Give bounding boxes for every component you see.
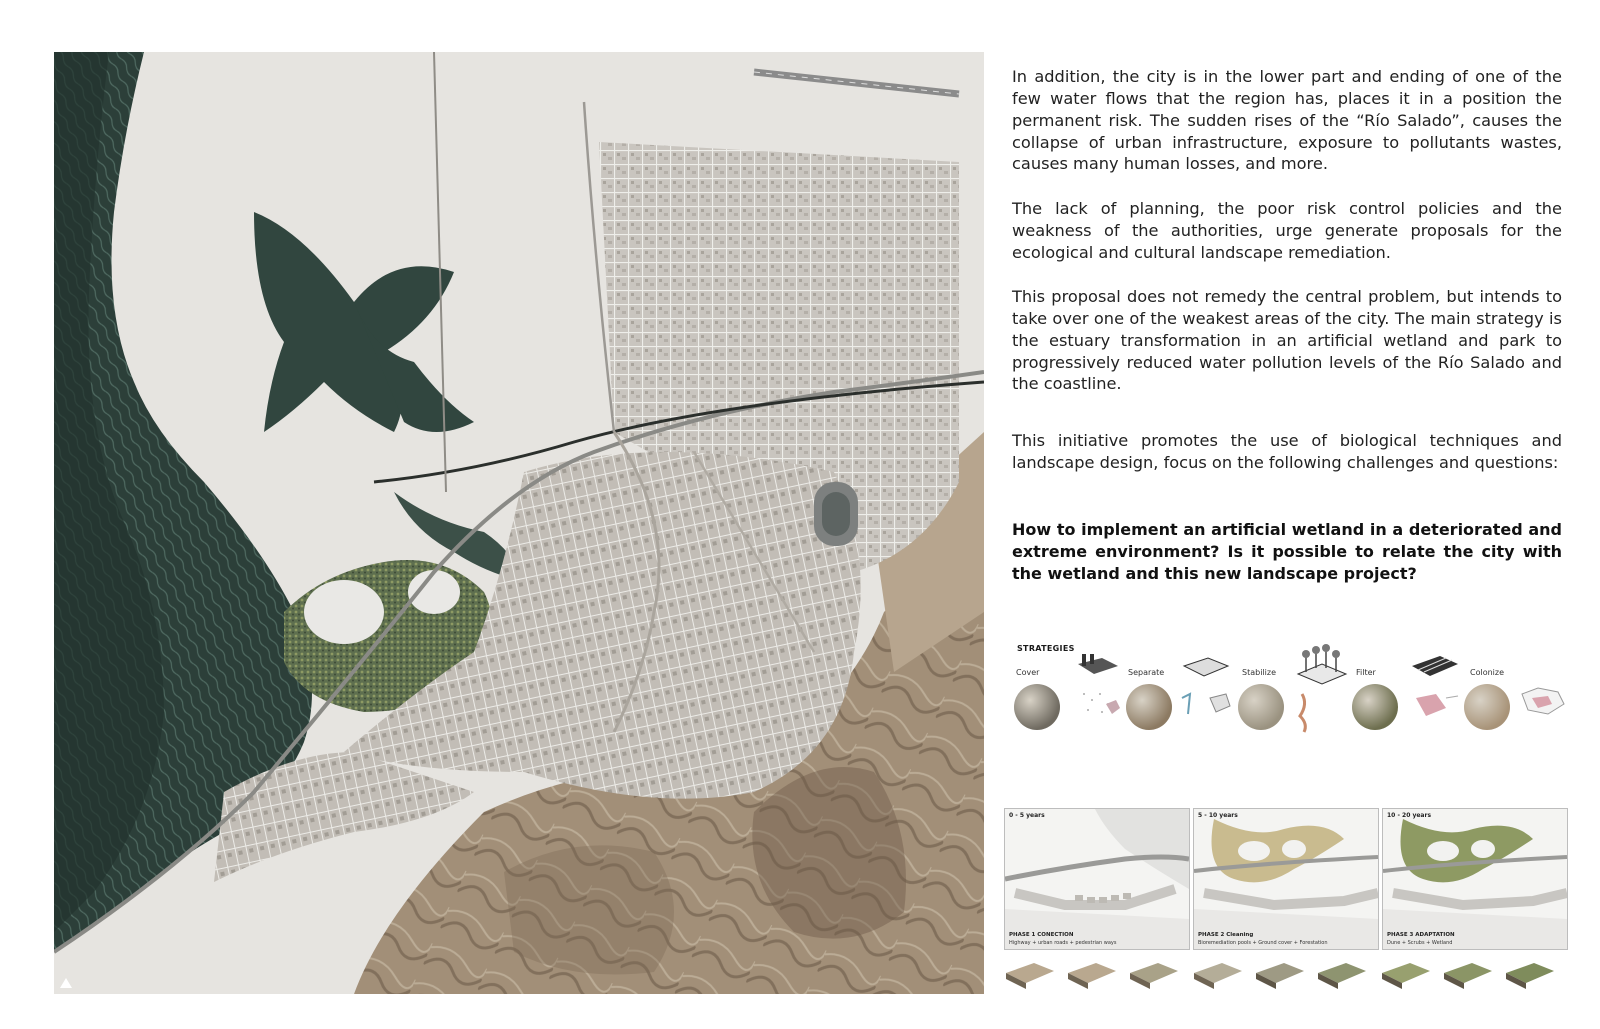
strategy-photo-filter [1352, 684, 1398, 730]
section-thumbnail [1256, 963, 1304, 989]
strategy-photo-cover [1014, 684, 1060, 730]
strategy-diagram-separate [1180, 654, 1236, 734]
phase-desc-1: Highway + urban roads + pedestrian ways [1009, 940, 1117, 946]
phase-title-1: PHASE 1 CONECTION [1009, 932, 1074, 938]
section-thumbnails [1004, 955, 1566, 993]
section-thumbnail [1130, 963, 1178, 989]
section-thumbnail [1318, 963, 1366, 989]
phase-title-3: PHASE 3 ADAPTATION [1387, 932, 1455, 938]
strategy-diagram-filter [1406, 654, 1462, 734]
strategy-diagram-cover [1072, 654, 1122, 734]
strategy-label-separate: Separate [1128, 668, 1165, 677]
research-question: How to implement an artificial wetland in a deteriorated and extreme environment? Is it possible to relate the city with the wetland and this new landscape project? [1012, 520, 1562, 583]
phase-panel-1 [1004, 808, 1190, 950]
strategy-label-cover: Cover [1016, 668, 1040, 677]
strategy-label-stabilize: Stabilize [1242, 668, 1276, 677]
phase-panel-3 [1382, 808, 1568, 950]
phase-years-1: 0 - 5 years [1009, 812, 1045, 819]
phase-years-3: 10 - 20 years [1387, 812, 1432, 819]
strategy-diagram-stabilize [1292, 644, 1352, 734]
section-thumbnail [1506, 963, 1554, 989]
strategies-diagram [1012, 640, 1572, 740]
strategy-photo-colonize [1464, 684, 1510, 730]
strategy-photo-stabilize [1238, 684, 1284, 730]
strategy-diagram-colonize [1518, 674, 1568, 734]
phase-years-2: 5 - 10 years [1198, 812, 1238, 819]
phases-diagram [1004, 808, 1566, 950]
text-paragraph-3: This proposal does not remedy the central problem, but intends to take over one of the weakest areas of the city. The main strategy is the estuary transformation in an artificial wetland and park to progressively reduced water pollution levels of the Río Salado and the coastline. [1012, 287, 1562, 394]
strategy-label-filter: Filter [1356, 668, 1376, 677]
phase-title-2: PHASE 2 Cleaning [1198, 932, 1254, 938]
section-thumbnail [1068, 963, 1116, 989]
strategy-label-colonize: Colonize [1470, 668, 1505, 677]
section-thumbnail [1382, 963, 1430, 989]
strategy-photo-separate [1126, 684, 1172, 730]
aerial-map [54, 52, 984, 994]
aerial-map-image [54, 52, 984, 994]
section-thumbnail [1006, 963, 1054, 989]
section-thumbnail [1194, 963, 1242, 989]
phase-panel-2 [1193, 808, 1379, 950]
text-paragraph-1: In addition, the city is in the lower part and ending of one of the few water flows that the region has, places it in a position the permanent risk. The sudden rises of the “Río Salado”, causes the collapse of urban infrastructure, exposure to pollutants wastes, causes many human losses, and more. [1012, 67, 1562, 174]
phase-desc-3: Dune + Scrubs + Wetland [1387, 940, 1453, 946]
strategies-title: STRATEGIES [1017, 644, 1075, 653]
text-paragraph-4: This initiative promotes the use of biological techniques and landscape design, focus on the following challenges and questions: [1012, 431, 1562, 472]
section-thumbnail-strip [1004, 955, 1566, 993]
text-paragraph-2: The lack of planning, the poor risk control policies and the weakness of the authorities, urge generate proposals for the ecological and cultural landscape remediation. [1012, 199, 1562, 262]
phase-desc-2: Bioremediation pools + Ground cover + Forestation [1198, 940, 1328, 946]
section-thumbnail [1444, 963, 1492, 989]
